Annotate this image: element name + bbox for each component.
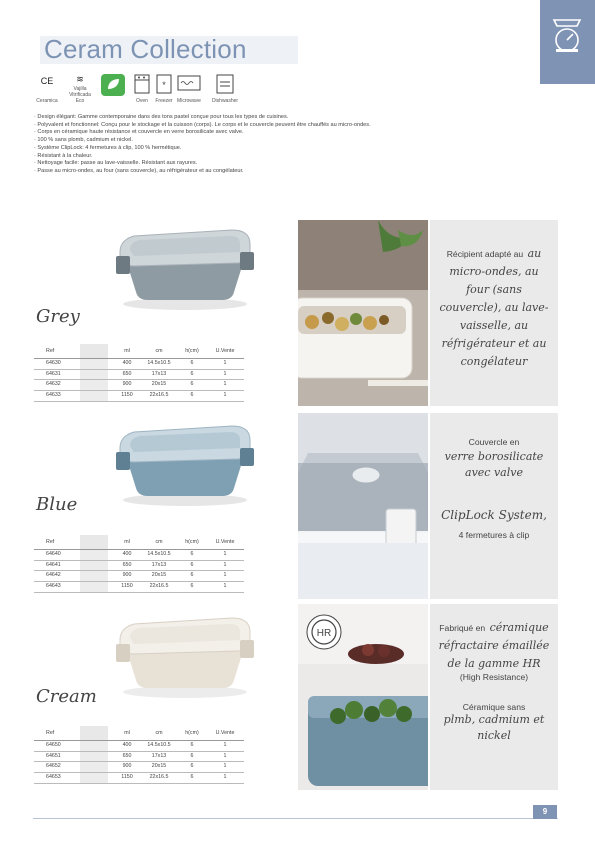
- cell: 1: [223, 583, 227, 590]
- cell: 14.5x10.5: [147, 360, 171, 366]
- table-header: [34, 726, 244, 741]
- cell: 14.5x10.5: [147, 551, 171, 557]
- cell: 64652: [46, 763, 61, 770]
- cell: 64642: [46, 572, 61, 579]
- table-row: [34, 762, 244, 773]
- panel-tail: 4 fermetures à clip: [458, 529, 530, 540]
- photo-lid-valve: [298, 413, 428, 599]
- cell: 20x15: [151, 763, 167, 770]
- header-cm: cm: [155, 348, 163, 354]
- cert-oven-icon: [132, 74, 152, 104]
- panel-script: au micro-ondes, au four (sans couvercle), au lave-vaisselle, au réfrigérateur et au congélateur: [439, 247, 549, 368]
- blue-spec-table: [34, 535, 244, 593]
- cell: 6: [190, 551, 194, 557]
- cell: 6: [190, 392, 194, 399]
- row-shade: [80, 762, 108, 772]
- table-row: [34, 561, 244, 572]
- cell: 22x16.5: [149, 392, 169, 399]
- table-row: [34, 380, 244, 391]
- table-row: [34, 741, 244, 752]
- cert-label: Vajilla Vitrificada Eco: [69, 86, 91, 104]
- cell: 6: [190, 752, 194, 759]
- panel-lead: Couvercle en: [468, 437, 520, 447]
- header-ref: Ref: [46, 730, 55, 736]
- info-panel-material: [430, 604, 558, 790]
- feature-list: [34, 114, 474, 176]
- panel-lead2: Céramique sans: [462, 702, 526, 712]
- cert-label: Freezer: [155, 98, 173, 104]
- hr-badge-text: HR: [316, 628, 332, 639]
- cell: 1: [223, 392, 227, 399]
- cell: 64653: [46, 774, 61, 781]
- page-title: Ceram Collection: [44, 34, 247, 64]
- grey-spec-table: [34, 344, 244, 402]
- cell: 22x16.5: [149, 774, 169, 781]
- cell: 64651: [46, 752, 61, 759]
- cell: 400: [122, 551, 132, 557]
- cell: 1: [223, 774, 227, 781]
- cell: 20x15: [151, 572, 167, 579]
- cell: 1: [223, 360, 227, 366]
- cell: 14.5x10.5: [147, 742, 171, 748]
- row-shade: [80, 741, 108, 751]
- row-shade: [80, 752, 108, 762]
- cert-microwave-icon: [176, 74, 202, 104]
- header-shade: [80, 726, 108, 740]
- cell: 900: [122, 381, 132, 388]
- header-shade: [80, 535, 108, 549]
- cell: 1150: [121, 583, 133, 590]
- row-shade: [80, 550, 108, 560]
- feature-item: · Design élégant: Gamme contemporaine dans des tons pastel conçue pour tous les types de cuisines.: [34, 114, 474, 122]
- cert-label: Microwave: [177, 98, 201, 104]
- info-panel-usage: [430, 220, 558, 406]
- cert-label: BPA Free: [102, 97, 124, 103]
- cert-bpa-free-icon: [100, 74, 126, 104]
- cell: 1150: [121, 774, 133, 781]
- dishwasher-icon: [214, 74, 236, 94]
- header-uvente: U.Vente: [215, 348, 235, 354]
- cell: 650: [122, 561, 132, 568]
- feature-item: · Système ClipLock: 4 fermetures à clip, 100 % hermétique.: [34, 145, 474, 153]
- oven-icon: [134, 74, 150, 94]
- cell: 1: [223, 551, 227, 557]
- cell: 1: [223, 752, 227, 759]
- page-number: 9: [533, 805, 557, 819]
- cell: 900: [122, 763, 132, 770]
- feature-item: · Passe au micro-ondes, au four (sans couvercle), au réfrigérateur et au congélateur.: [34, 168, 474, 176]
- info-panel-lid: [430, 413, 558, 599]
- table-row: [34, 752, 244, 763]
- freezer-icon: [156, 74, 172, 94]
- cert-freezer-icon: [155, 74, 173, 104]
- cell: 17x13: [151, 561, 167, 568]
- footer-rule: [33, 818, 558, 819]
- header-ml: ml: [124, 348, 130, 354]
- cell: 6: [190, 370, 194, 377]
- header-cm: cm: [155, 539, 163, 545]
- microwave-icon: [177, 74, 201, 92]
- cell: 17x13: [151, 370, 167, 377]
- cell: 6: [190, 572, 194, 579]
- cell: 6: [190, 561, 194, 568]
- header-ref: Ref: [46, 539, 55, 545]
- cell: 1: [223, 572, 227, 579]
- table-row: [34, 582, 244, 593]
- table-row: [34, 391, 244, 402]
- panel-lead: Fabriqué en: [439, 623, 486, 633]
- table-header: [34, 344, 244, 359]
- row-shade: [80, 571, 108, 581]
- cell: 1: [223, 763, 227, 770]
- cert-label: Dishwasher: [211, 98, 239, 104]
- cell: 64632: [46, 381, 61, 388]
- table-header: [34, 535, 244, 550]
- panel-sub: (High Resistance): [459, 672, 529, 682]
- cell: 64640: [46, 551, 61, 557]
- cell: 22x16.5: [149, 583, 169, 590]
- panel-script: céramique réfractaire émaillée de la gamme HR: [438, 621, 550, 670]
- cell: 400: [122, 742, 132, 748]
- variant-name-blue: Blue: [36, 494, 78, 515]
- cert-label: Ceramica: [36, 98, 58, 104]
- row-shade: [80, 582, 108, 592]
- cell: 64643: [46, 583, 61, 590]
- header-cm: cm: [155, 730, 163, 736]
- table-row: [34, 550, 244, 561]
- header-shade: [80, 344, 108, 358]
- panel-script: verre borosilicate avec valve: [444, 450, 544, 479]
- row-shade: [80, 380, 108, 390]
- svg-text:*: *: [162, 80, 166, 90]
- header-h: h(cm): [185, 539, 199, 545]
- row-shade: [80, 561, 108, 571]
- table-row: [34, 773, 244, 784]
- cream-container-image: [112, 610, 258, 700]
- cell: 900: [122, 572, 132, 579]
- hr-badge-icon: [306, 614, 342, 650]
- header-ml: ml: [124, 539, 130, 545]
- cert-ce-icon: [36, 74, 58, 104]
- cell: 6: [190, 763, 194, 770]
- panel-script2: plmb, cadmium et nickel: [443, 713, 545, 742]
- vajilla-mark: ≋: [76, 74, 84, 84]
- cell: 64631: [46, 370, 61, 377]
- variant-name-cream: Cream: [36, 686, 97, 707]
- row-shade: [80, 773, 108, 783]
- cell: 1: [223, 742, 227, 748]
- cert-dishwasher-icon: [210, 74, 240, 104]
- cell: 1: [223, 561, 227, 568]
- header-ml: ml: [124, 730, 130, 736]
- header-h: h(cm): [185, 730, 199, 736]
- cert-vajilla-icon: [66, 74, 94, 104]
- row-shade: [80, 391, 108, 401]
- header-ref: Ref: [46, 348, 55, 354]
- feature-item: · Polyvalent et fonctionnel: Conçu pour le stockage et la cuisson (corps). Le corps et le couvercle peuvent être chauffés au micro-ondes.: [34, 122, 474, 130]
- ce-mark: CE: [40, 76, 54, 86]
- panel-lead: Récipient adapté au: [446, 249, 524, 259]
- corner-badge: [540, 0, 595, 84]
- table-row: [34, 359, 244, 370]
- grey-container-image: [112, 222, 258, 312]
- feature-item: · Résistant à la chaleur.: [34, 153, 474, 161]
- cell: 650: [122, 752, 132, 759]
- header-h: h(cm): [185, 348, 199, 354]
- feature-item: · Nettoyage facile: passe au lave-vaisselle. Résistant aux rayures.: [34, 160, 474, 168]
- cell: 6: [190, 381, 194, 388]
- cell: 64650: [46, 742, 61, 748]
- blue-container-image: [112, 418, 258, 508]
- panel-cliplock: ClipLock System,: [441, 508, 547, 522]
- cell: 64630: [46, 360, 61, 366]
- cell: 6: [190, 583, 194, 590]
- leaf-icon: [101, 74, 125, 96]
- cell: 64641: [46, 561, 61, 568]
- table-row: [34, 370, 244, 381]
- cell: 650: [122, 370, 132, 377]
- cell: 6: [190, 742, 194, 748]
- cream-spec-table: [34, 726, 244, 784]
- variant-name-grey: Grey: [36, 306, 80, 327]
- feature-item: · Corps en céramique haute résistance et couvercle en verre borosilicate avec valve.: [34, 129, 474, 137]
- row-shade: [80, 370, 108, 380]
- cell: 6: [190, 774, 194, 781]
- cell: 17x13: [151, 752, 167, 759]
- row-shade: [80, 359, 108, 369]
- cert-label: Oven: [136, 98, 148, 104]
- cell: 400: [122, 360, 132, 366]
- cell: 64633: [46, 392, 61, 399]
- cell: 20x15: [151, 381, 167, 388]
- cell: 1150: [121, 392, 133, 399]
- scale-icon: [550, 14, 584, 54]
- header-uvente: U.Vente: [215, 730, 235, 736]
- cell: 1: [223, 370, 227, 377]
- header-uvente: U.Vente: [215, 539, 235, 545]
- cell: 1: [223, 381, 227, 388]
- feature-item: · 100 % sans plomb, cadmium et nickel.: [34, 137, 474, 145]
- cell: 6: [190, 360, 194, 366]
- photo-container-with-food: [298, 220, 428, 406]
- table-row: [34, 571, 244, 582]
